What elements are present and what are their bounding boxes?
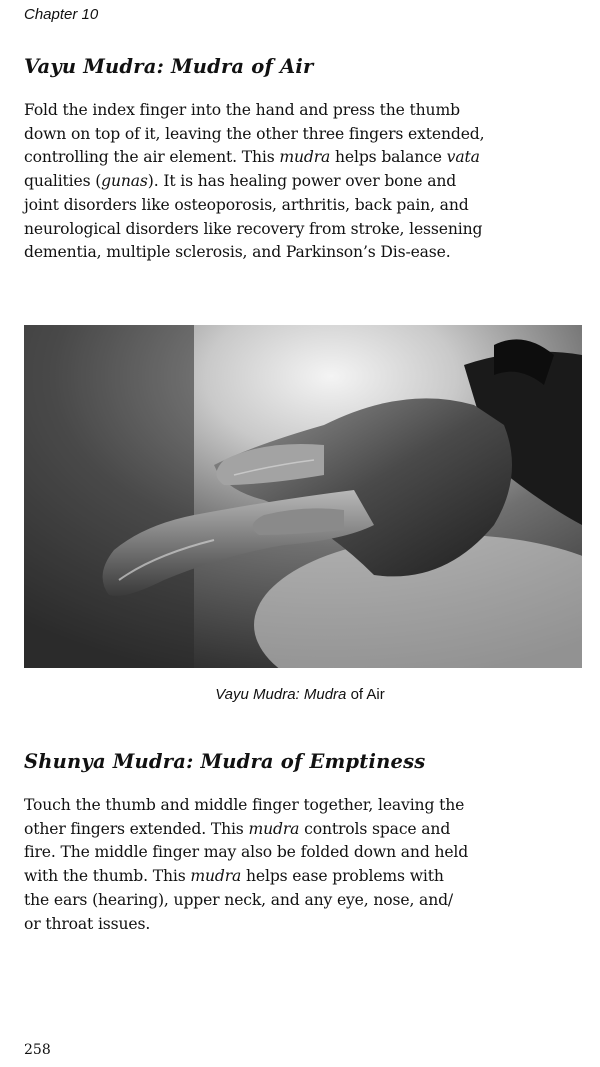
text-line (24, 913, 590, 937)
italic-term: mudra (279, 148, 331, 167)
text-line (24, 146, 590, 170)
text-line (24, 794, 590, 818)
text-line (24, 865, 590, 889)
section-heading-shunya-mudra: Shunya Mudra: Mudra of Emptiness (24, 750, 426, 773)
text-line (24, 818, 590, 842)
text-segment: down on top of it, leaving the other three fingers extended, (24, 124, 485, 143)
text-segment: qualities ( (24, 172, 102, 191)
text-line (24, 241, 590, 265)
hand-mudra-photo (24, 325, 582, 668)
text-segment: dementia, multiple sclerosis, and Parkinson’s Dis-ease. (24, 243, 451, 262)
text-segment: helps ease problems with (241, 867, 444, 886)
text-line (24, 218, 590, 242)
page-number: 258 (24, 1042, 51, 1058)
text-segment: helps balance (330, 148, 447, 167)
text-segment: controls space and (299, 819, 451, 838)
paragraph-vayu-mudra (24, 99, 590, 265)
section-heading-vayu-mudra: Vayu Mudra: Mudra of Air (24, 55, 314, 78)
text-segment: joint disorders like osteoporosis, arthritis, back pain, and (24, 195, 469, 214)
figure-caption (0, 686, 600, 703)
italic-term: mudra (190, 867, 242, 886)
text-segment: fire. The middle finger may also be folded down and held (24, 843, 469, 862)
text-segment: Touch the thumb and middle finger together, leaving the (24, 796, 465, 814)
text-line (24, 841, 590, 865)
paragraph-shunya-mudra (24, 794, 590, 936)
text-line (24, 99, 590, 123)
italic-term: gunas (101, 172, 148, 191)
text-segment: with the thumb. This (24, 867, 191, 886)
text-segment: or throat issues. (24, 914, 151, 933)
text-segment: other fingers extended. This (24, 819, 249, 838)
caption-suffix: of Air (346, 686, 385, 703)
caption-prefix: Vayu Mudra: (215, 686, 304, 703)
italic-term: mudra (248, 819, 300, 838)
text-line (24, 194, 590, 218)
text-line (24, 170, 590, 194)
italic-term: vata (446, 148, 480, 167)
text-line (24, 123, 590, 147)
text-segment: Fold the index finger into the hand and press the thumb (24, 101, 460, 119)
hand-illustration (24, 325, 582, 668)
text-segment: neurological disorders like recovery from stroke, lessening (24, 219, 483, 238)
text-segment: controlling the air element. This (24, 148, 280, 167)
running-head: Chapter 10 (24, 6, 99, 23)
text-segment: the ears (hearing), upper neck, and any eye, nose, and/ (24, 890, 454, 909)
text-segment: ). It is has healing power over bone and (147, 172, 457, 191)
text-line (24, 889, 590, 913)
caption-italic-term: Mudra (303, 686, 347, 703)
